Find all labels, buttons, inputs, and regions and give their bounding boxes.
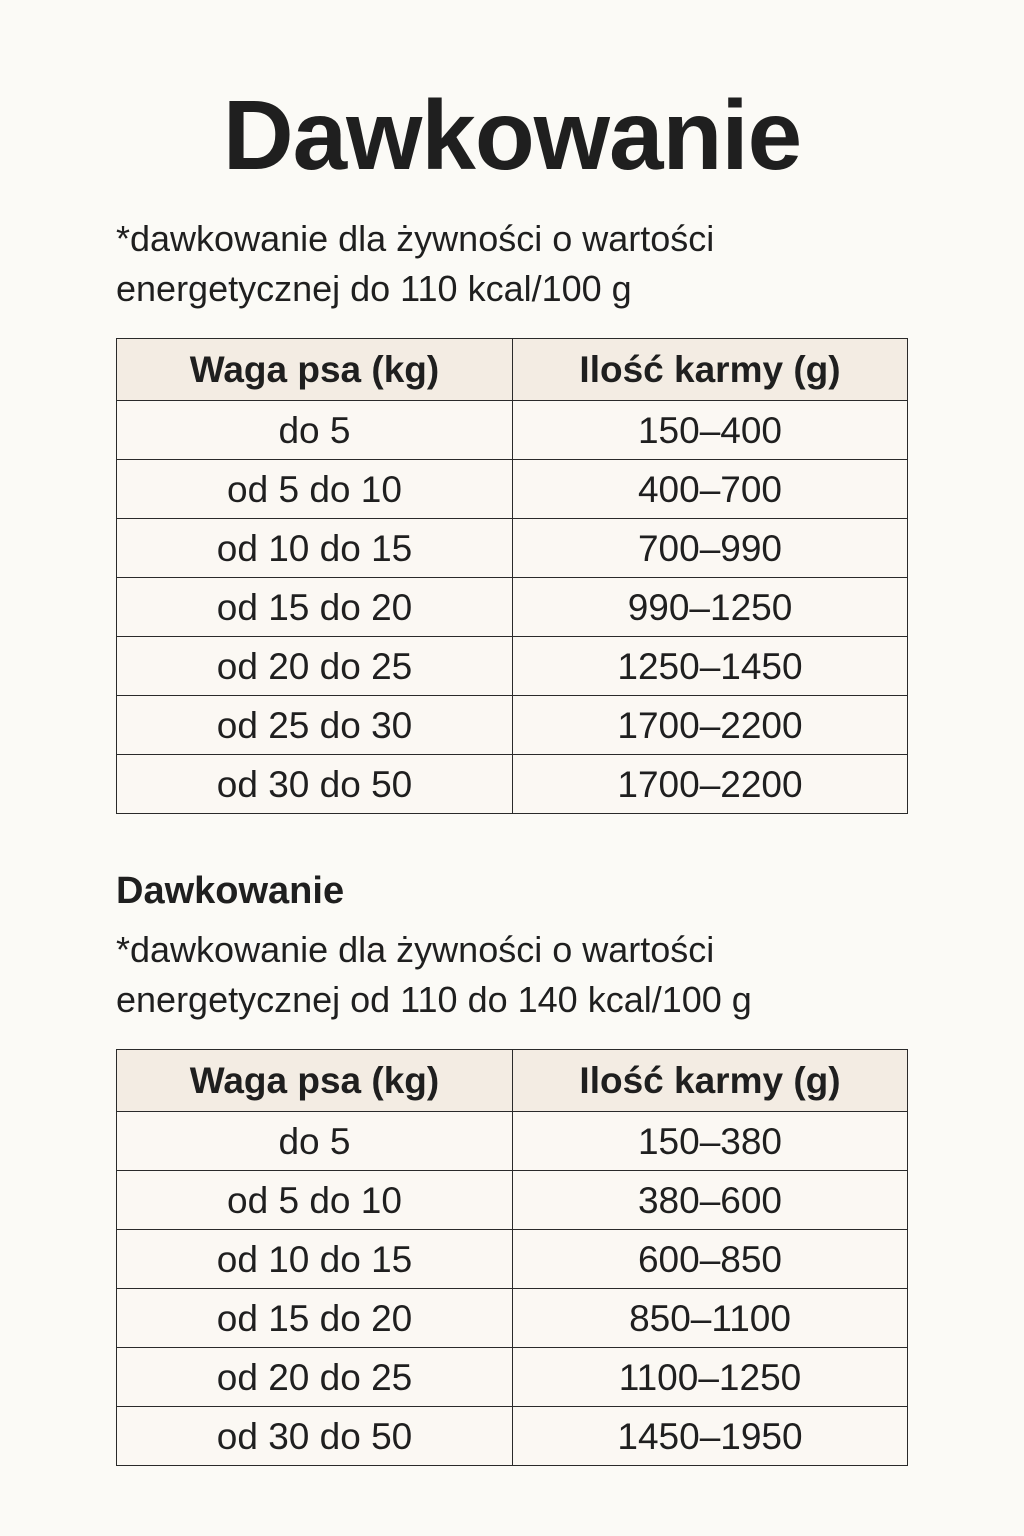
amount-cell: 990–1250 bbox=[513, 578, 908, 637]
weight-cell: od 25 do 30 bbox=[117, 696, 513, 755]
amount-cell: 1450–1950 bbox=[513, 1407, 908, 1466]
amount-cell: 150–380 bbox=[513, 1112, 908, 1171]
table-header-row bbox=[117, 339, 908, 401]
amount-cell: 850–1100 bbox=[513, 1289, 908, 1348]
table-row bbox=[117, 401, 908, 460]
weight-cell: od 10 do 15 bbox=[117, 519, 513, 578]
section2-heading: Dawkowanie bbox=[116, 870, 345, 912]
table-row bbox=[117, 1348, 908, 1407]
dosage-table-2 bbox=[116, 1049, 908, 1466]
section1-note-line2: energetycznej do 110 kcal/100 g bbox=[116, 268, 632, 309]
weight-cell: od 15 do 20 bbox=[117, 1289, 513, 1348]
weight-cell: od 20 do 25 bbox=[117, 1348, 513, 1407]
amount-cell: 1700–2200 bbox=[513, 696, 908, 755]
page-title: Dawkowanie bbox=[222, 80, 802, 190]
amount-cell: 1100–1250 bbox=[513, 1348, 908, 1407]
dosage-table-1 bbox=[116, 338, 908, 814]
table-row bbox=[117, 578, 908, 637]
section1-note-line1: *dawkowanie dla żywności o wartości bbox=[116, 218, 715, 259]
amount-cell: 1700–2200 bbox=[513, 755, 908, 814]
column-header-amount: Ilość karmy (g) bbox=[513, 1050, 908, 1112]
table-row bbox=[117, 1407, 908, 1466]
weight-cell: do 5 bbox=[117, 1112, 513, 1171]
column-header-weight: Waga psa (kg) bbox=[117, 1050, 513, 1112]
table-row bbox=[117, 519, 908, 578]
column-header-amount: Ilość karmy (g) bbox=[513, 339, 908, 401]
table-row bbox=[117, 1289, 908, 1348]
section2-note bbox=[116, 925, 916, 1025]
section2-note-line1: *dawkowanie dla żywności o wartości bbox=[116, 929, 715, 970]
section1-note bbox=[116, 214, 916, 314]
weight-cell: od 5 do 10 bbox=[117, 1171, 513, 1230]
table-row bbox=[117, 755, 908, 814]
weight-cell: od 30 do 50 bbox=[117, 755, 513, 814]
amount-cell: 400–700 bbox=[513, 460, 908, 519]
section2-note-line2: energetycznej od 110 do 140 kcal/100 g bbox=[116, 979, 752, 1020]
amount-cell: 150–400 bbox=[513, 401, 908, 460]
weight-cell: od 10 do 15 bbox=[117, 1230, 513, 1289]
table-row bbox=[117, 1230, 908, 1289]
table-row bbox=[117, 1171, 908, 1230]
weight-cell: od 15 do 20 bbox=[117, 578, 513, 637]
weight-cell: od 30 do 50 bbox=[117, 1407, 513, 1466]
table-row bbox=[117, 637, 908, 696]
column-header-weight: Waga psa (kg) bbox=[117, 339, 513, 401]
amount-cell: 380–600 bbox=[513, 1171, 908, 1230]
weight-cell: od 20 do 25 bbox=[117, 637, 513, 696]
table-row bbox=[117, 1112, 908, 1171]
table-row bbox=[117, 696, 908, 755]
table-header-row bbox=[117, 1050, 908, 1112]
amount-cell: 600–850 bbox=[513, 1230, 908, 1289]
table-row bbox=[117, 460, 908, 519]
weight-cell: od 5 do 10 bbox=[117, 460, 513, 519]
amount-cell: 1250–1450 bbox=[513, 637, 908, 696]
weight-cell: do 5 bbox=[117, 401, 513, 460]
amount-cell: 700–990 bbox=[513, 519, 908, 578]
